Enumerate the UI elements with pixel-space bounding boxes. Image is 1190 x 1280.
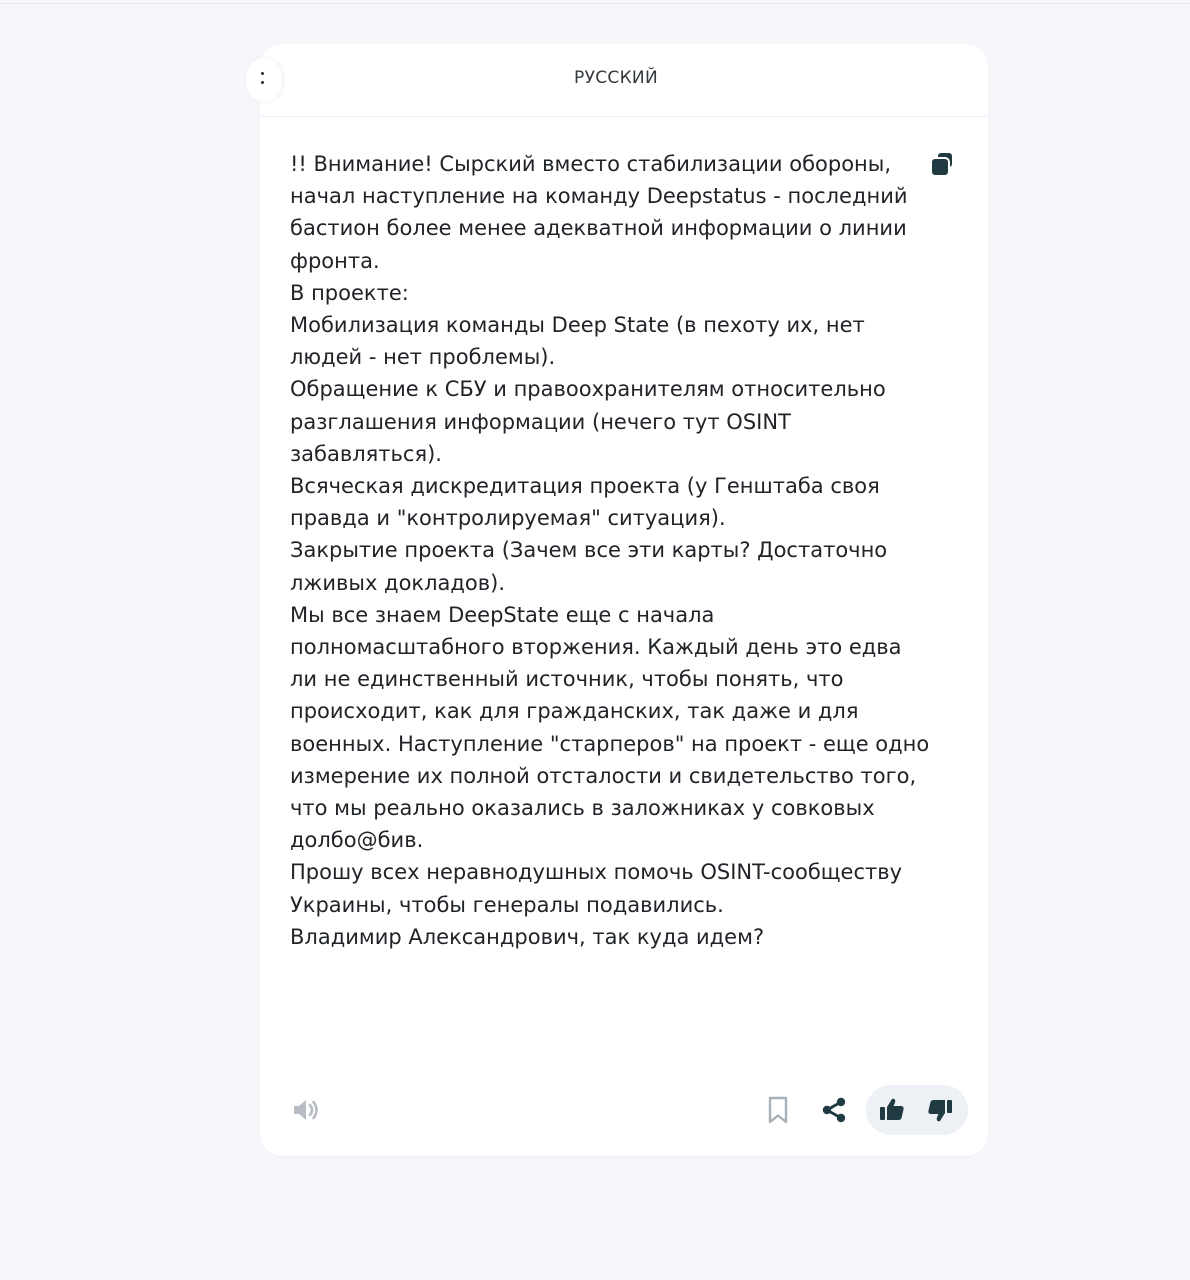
share-icon xyxy=(816,1092,852,1128)
translation-line: происходит, как для гражданских, так даже и для xyxy=(290,699,859,724)
translation-line: Мобилизация команды Deep State (в пехоту их, нет xyxy=(290,313,865,338)
translation-line: Мы все знаем DeepState еще с начала xyxy=(290,602,715,627)
translation-line: Владимир Александрович, так куда идем? xyxy=(290,924,765,949)
bookmark-icon xyxy=(760,1092,796,1128)
translation-line: Украины, чтобы генералы подавились. xyxy=(290,892,724,917)
translation-line: начал наступление на команду Deepstatus - последний xyxy=(290,184,908,209)
translation-line: полномасштабного вторжения. Каждый день это едва xyxy=(290,635,902,660)
translation-line: В проекте: xyxy=(290,280,409,305)
share-button[interactable] xyxy=(816,1092,852,1128)
translation-line: ли не единственный источник, чтобы понять, что xyxy=(290,667,844,692)
translation-line: забавляться). xyxy=(290,441,442,466)
translation-line: людей - нет проблемы). xyxy=(290,345,556,370)
translation-line: !! Внимание! Сырский вместо стабилизации обороны, xyxy=(290,152,892,176)
translation-text xyxy=(290,148,930,953)
top-divider xyxy=(0,3,1190,4)
speaker-icon xyxy=(288,1092,324,1128)
translation-line: измерение их полной отсталости и свидетельство того, xyxy=(290,763,917,788)
target-language-label[interactable]: РУССКИЙ xyxy=(574,68,658,88)
thumbs-down-icon xyxy=(922,1092,958,1128)
like-button[interactable] xyxy=(874,1092,910,1128)
translation-line: разглашения информации (нечего тут OSINT xyxy=(290,409,791,434)
translation-line: Всяческая дискредитация проекта (у Генштаба своя xyxy=(290,474,880,499)
translation-line: Прошу всех неравнодушных помочь OSINT-сообществу xyxy=(290,860,903,885)
card-header xyxy=(260,44,988,117)
thumbs-up-icon xyxy=(874,1092,910,1128)
translation-card xyxy=(260,44,988,1156)
dislike-button[interactable] xyxy=(922,1092,958,1128)
translation-line: что мы реально оказались в заложниках у совковых xyxy=(290,796,875,821)
translation-line: лживых докладов). xyxy=(290,570,506,595)
translation-line: бастион более менее адекватной информации о линии xyxy=(290,216,907,241)
listen-button[interactable] xyxy=(288,1092,324,1128)
translation-line: правда и "контролируемая" ситуация). xyxy=(290,506,726,531)
translation-line: военных. Наступление "старперов" на проект - еще одно xyxy=(290,731,930,756)
translation-line: фронта. xyxy=(290,248,380,273)
translation-line: Закрытие проекта (Зачем все эти карты? Достаточно xyxy=(290,538,888,563)
translation-line: долбо@бив. xyxy=(290,828,424,853)
translation-line: Обращение к СБУ и правоохранителям относительно xyxy=(290,377,886,402)
bookmark-button[interactable] xyxy=(760,1092,796,1128)
rating-group xyxy=(866,1085,968,1135)
copy-button[interactable] xyxy=(928,148,958,180)
copy-icon xyxy=(928,148,958,180)
